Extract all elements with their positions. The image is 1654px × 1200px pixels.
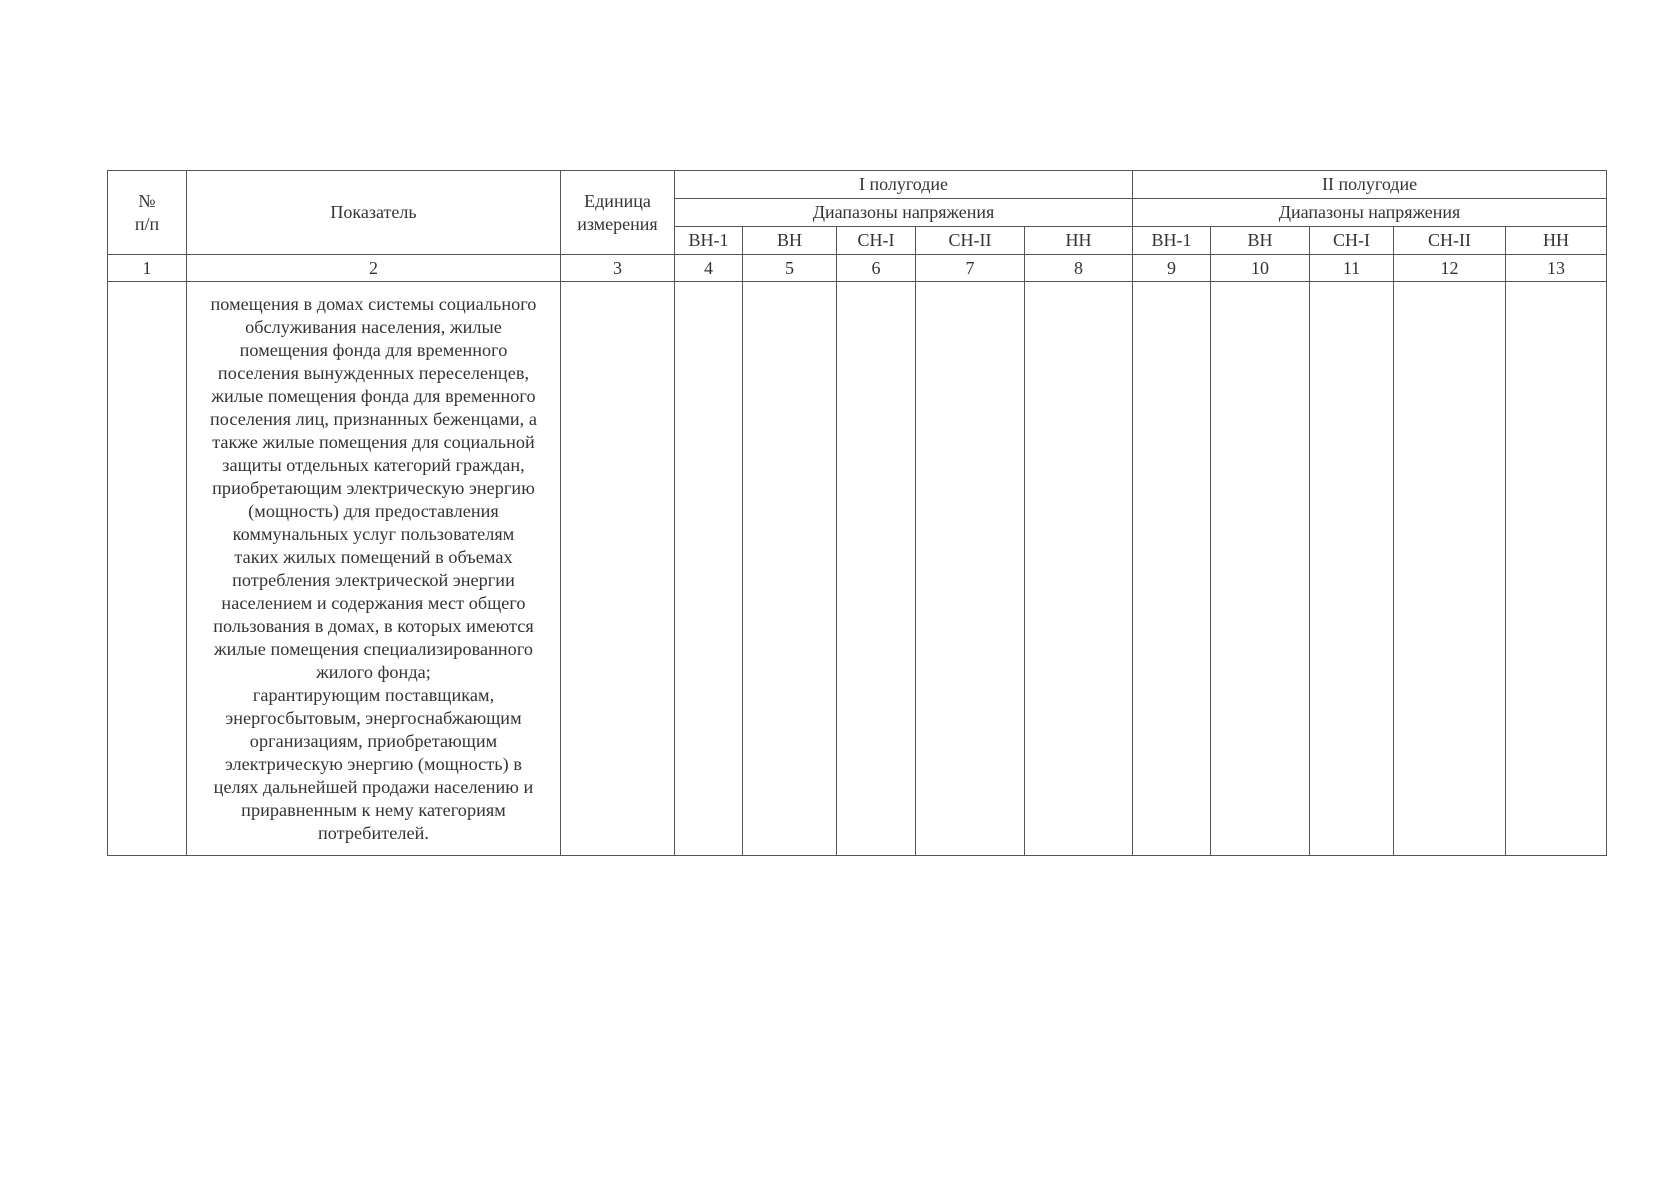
column-number-cell: 1: [108, 255, 187, 282]
indicator-line: гарантирующим поставщикам,: [252, 684, 495, 705]
indicator-line: защиты отдельных категорий граждан,: [222, 454, 525, 475]
value-cell: [743, 282, 837, 856]
indicator-line: поселения вынужденных переселенцев,: [217, 362, 530, 383]
column-number-cell: 4: [675, 255, 743, 282]
header-voltage-nn-h1: НН: [1025, 227, 1133, 255]
column-number-cell: 3: [561, 255, 675, 282]
header-voltage-vn1-h1: ВН-1: [675, 227, 743, 255]
header-voltage-ranges-2: Диапазоны напряжения: [1133, 199, 1607, 227]
value-cell: [1506, 282, 1607, 856]
indicator-line: потребителей.: [317, 822, 429, 843]
header-row-periods: [108, 171, 1607, 199]
header-voltage-nn-h2: НН: [1506, 227, 1607, 255]
column-number-cell: 12: [1394, 255, 1506, 282]
indicator-line: коммунальных услуг пользователям: [232, 523, 515, 544]
indicator-line: жилые помещения специализированного: [213, 638, 534, 659]
header-unit-line: измерения: [577, 213, 658, 234]
header-number: [108, 171, 187, 255]
indicator-line: помещения в домах системы социального: [210, 293, 537, 314]
row-number-cell: [108, 282, 187, 856]
indicator-line: помещения фонда для временного: [239, 339, 508, 360]
header-number-line: п/п: [134, 213, 160, 234]
column-number-cell: 7: [916, 255, 1025, 282]
indicator-line: (мощность) для предоставления: [248, 500, 499, 521]
value-cell: [1211, 282, 1310, 856]
indicator-line: потребления электрической энергии: [232, 569, 515, 590]
indicator-line: приравненным к нему категориям: [241, 799, 506, 820]
indicator-line: организациям, приобретающим: [249, 730, 498, 751]
header-number-line: №: [138, 190, 156, 211]
column-number-cell: 5: [743, 255, 837, 282]
indicator-text-cell: [187, 282, 561, 856]
header-voltage-ranges-1: Диапазоны напряжения: [675, 199, 1133, 227]
header-half-year-1: I полугодие: [675, 171, 1133, 199]
value-cell: [1394, 282, 1506, 856]
column-number-cell: 2: [187, 255, 561, 282]
table-body: [108, 255, 1607, 856]
header-voltage-sn2-h1: СН-II: [916, 227, 1025, 255]
value-cell: [916, 282, 1025, 856]
header-voltage-vn-h1: ВН: [743, 227, 837, 255]
indicator-line: электрическую энергию (мощность) в: [225, 753, 522, 774]
header-unit-line: Единица: [584, 190, 651, 211]
header-indicator: Показатель: [187, 171, 561, 255]
header-voltage-sn1-h1: СН-I: [837, 227, 916, 255]
column-number-cell: 8: [1025, 255, 1133, 282]
value-cell: [837, 282, 916, 856]
indicator-line: энергосбытовым, энергоснабжающим: [225, 707, 522, 728]
header-unit: [561, 171, 675, 255]
column-number-cell: 13: [1506, 255, 1607, 282]
unit-cell: [561, 282, 675, 856]
table-row: [108, 282, 1607, 856]
indicator-line: приобретающим электрическую энергию: [212, 477, 535, 498]
indicator-line: целях дальнейшей продажи населению и: [213, 776, 534, 797]
column-number-cell: 11: [1310, 255, 1394, 282]
value-cell: [1025, 282, 1133, 856]
header-voltage-sn1-h2: СН-I: [1310, 227, 1394, 255]
value-cell: [1133, 282, 1211, 856]
column-number-row: [108, 255, 1607, 282]
header-half-year-2: II полугодие: [1133, 171, 1607, 199]
tariff-table: [107, 170, 1607, 856]
value-cell: [1310, 282, 1394, 856]
indicator-line: поселения лиц, признанных беженцами, а: [209, 408, 538, 429]
indicator-line: таких жилых помещений в объемах: [234, 546, 513, 567]
table-header: [108, 171, 1607, 255]
value-cell: [675, 282, 743, 856]
column-number-cell: 10: [1211, 255, 1310, 282]
indicator-line: также жилые помещения для социальной: [212, 431, 535, 452]
indicator-line: населением и содержания мест общего: [221, 592, 526, 613]
indicator-line: жилого фонда;: [316, 661, 431, 682]
indicator-line: жилые помещения фонда для временного: [211, 385, 536, 406]
column-number-cell: 6: [837, 255, 916, 282]
header-voltage-vn1-h2: ВН-1: [1133, 227, 1211, 255]
indicator-line: обслуживания населения, жилые: [245, 316, 502, 337]
column-number-cell: 9: [1133, 255, 1211, 282]
header-voltage-vn-h2: ВН: [1211, 227, 1310, 255]
indicator-line: пользования в домах, в которых имеются: [213, 615, 534, 636]
header-voltage-sn2-h2: СН-II: [1394, 227, 1506, 255]
